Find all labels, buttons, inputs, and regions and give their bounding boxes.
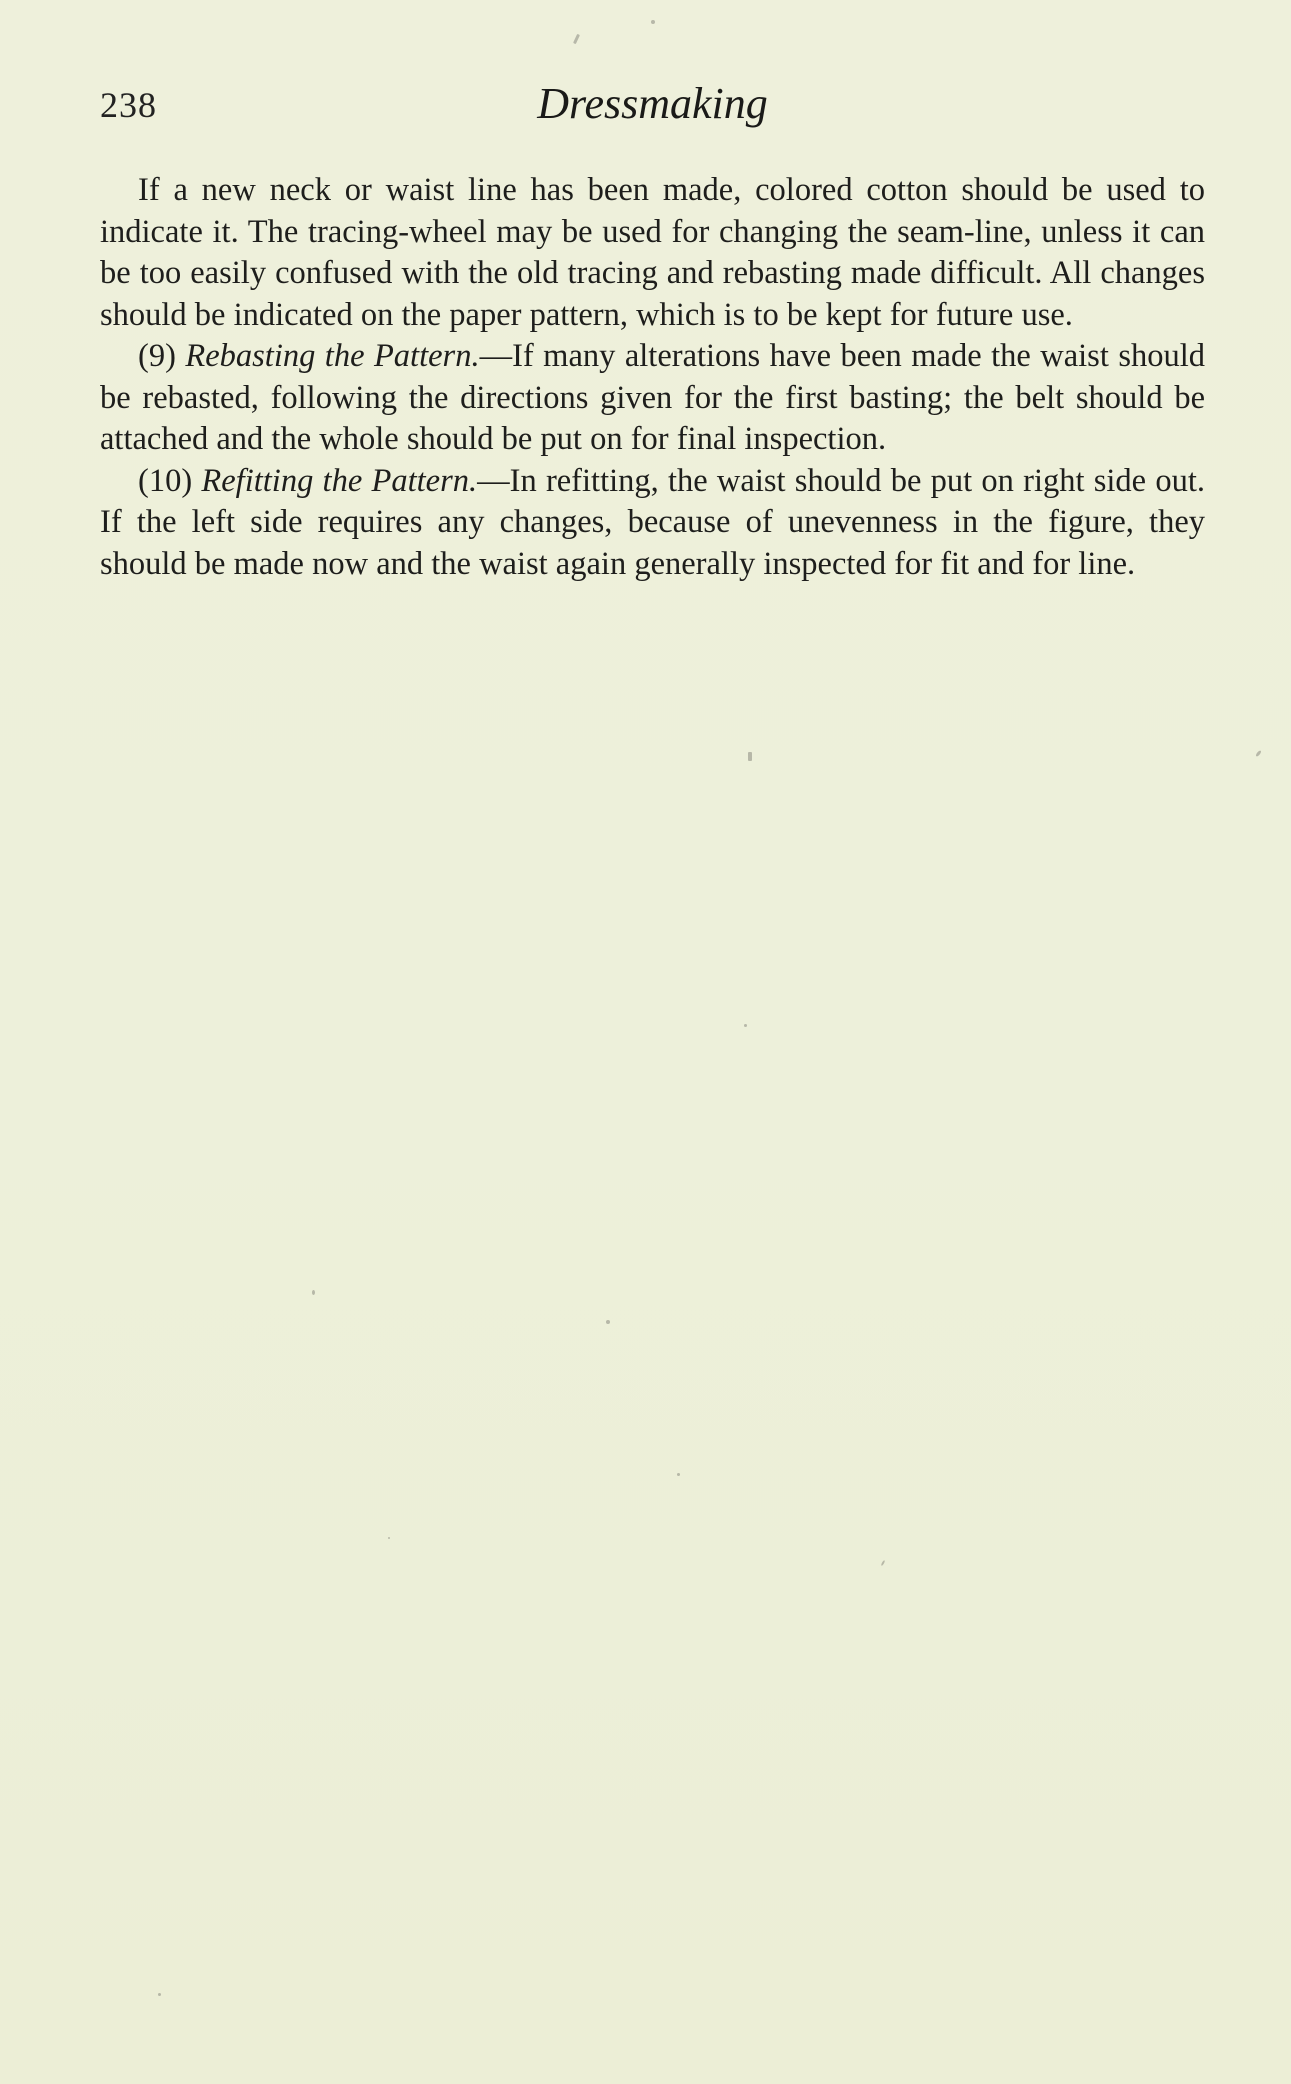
paper-speck (748, 752, 752, 761)
paragraph-neck-waist-line (100, 170, 1205, 336)
paragraph-text: —If many alterations have been made the waist should be rebasted, following the directions given for the first basting; the belt should be attached and the whole should be put on for final inspection. (100, 338, 1205, 457)
paper-speck (1255, 750, 1262, 757)
paragraph-refitting (100, 461, 1205, 586)
paper-speck (388, 1537, 390, 1539)
paper-speck (651, 20, 655, 24)
paper-speck (744, 1024, 747, 1027)
paper-speck (677, 1473, 680, 1476)
body-text (100, 170, 1205, 585)
paragraph-rebasting (100, 336, 1205, 461)
paragraph-number: (10) (138, 462, 202, 499)
paper-speck (158, 1993, 161, 1996)
page-number: 238 (100, 85, 157, 125)
paper-speck (881, 1560, 886, 1566)
running-title: Dressmaking (537, 79, 768, 128)
paragraph-text: —In refitting, the waist should be put on right side out. If the left side requires any changes, because of unevenness in the figure, they should be made now and the waist again generally inspected for fit and for line. (100, 462, 1205, 582)
paragraph-number: (9) (138, 338, 186, 374)
paragraph-heading: Rebasting the Pattern. (185, 338, 480, 374)
running-head (100, 78, 1205, 134)
paper-speck (573, 34, 580, 44)
paragraph-heading: Refitting the Pattern. (201, 462, 478, 499)
paragraph-text: If a new neck or waist line has been made, colored cotton should be used to indicate it. The tracing-wheel may be used for changing the seam-line, unless it can be too easily confused with the old tracing and rebasting made difficult. All changes should be indicated on the paper pattern, which is to be kept for future use. (100, 172, 1205, 333)
paper-speck (606, 1320, 610, 1324)
paper-speck (312, 1290, 315, 1295)
